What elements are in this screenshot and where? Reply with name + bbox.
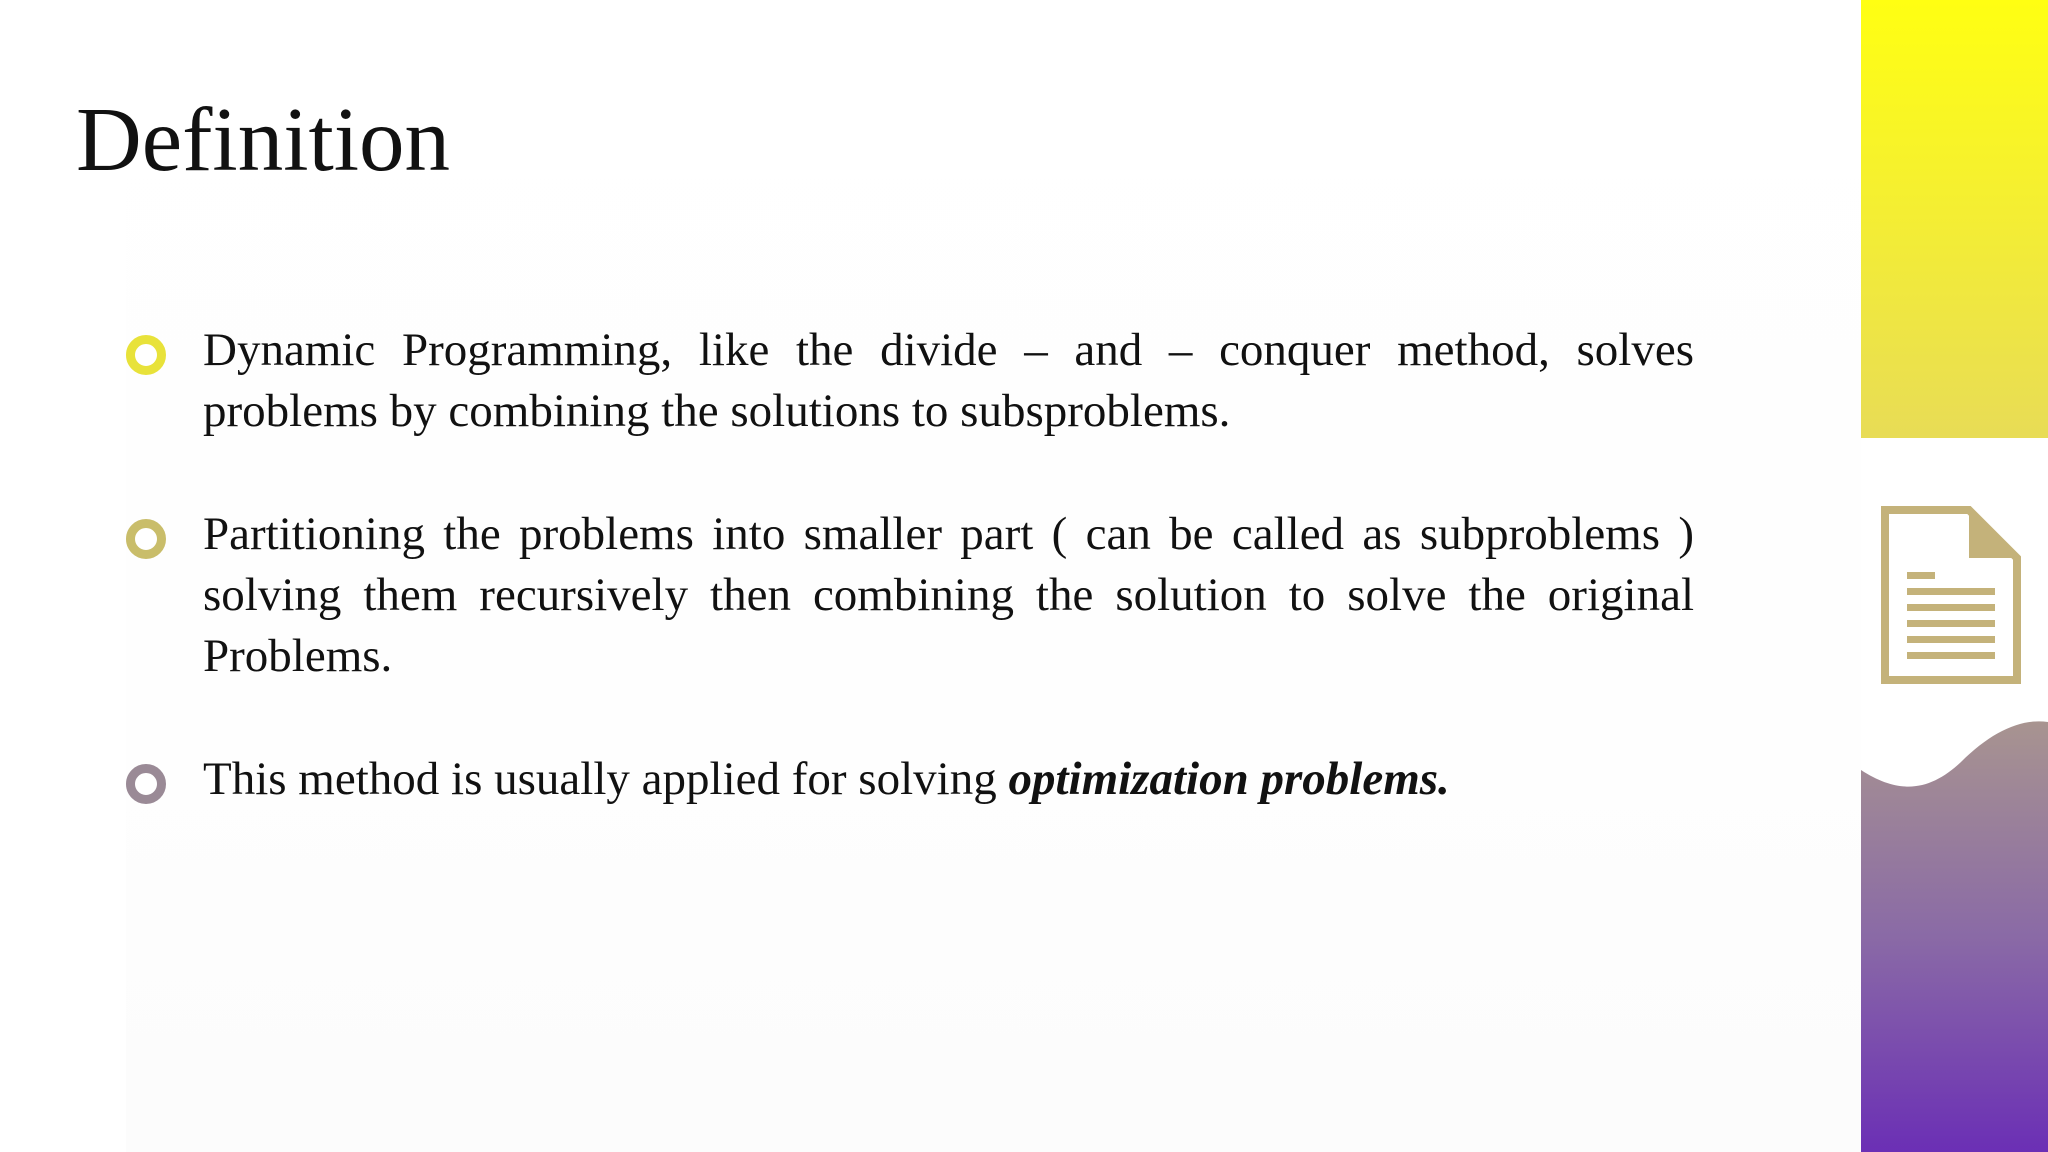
bullet-text: Dynamic Programming, like the divide – and – conquer method, solves problems by combining the solutions to subsproblems. xyxy=(203,324,1694,437)
bullet-item xyxy=(126,504,1694,687)
bullet-ring-icon xyxy=(126,764,166,804)
bullet-item xyxy=(126,749,1694,810)
bullet-ring-icon xyxy=(126,335,166,375)
decor-band-bottom xyxy=(1861,718,2048,1152)
bullet-item xyxy=(126,320,1694,442)
bullet-ring-icon xyxy=(126,519,166,559)
bullet-text-emphasis: optimization problems. xyxy=(1008,753,1450,805)
bullet-text: Partitioning the problems into smaller part ( can be called as subproblems ) solving them recursively then combining the solution to solve the original Problems. xyxy=(203,508,1694,682)
bullet-list xyxy=(126,320,1694,810)
bullet-text-plain: This method is usually applied for solving xyxy=(203,753,1009,805)
decor-band-top xyxy=(1861,0,2048,438)
document-icon xyxy=(1881,506,2021,684)
bullet-text xyxy=(203,753,1450,805)
slide-title: Definition xyxy=(76,89,451,190)
